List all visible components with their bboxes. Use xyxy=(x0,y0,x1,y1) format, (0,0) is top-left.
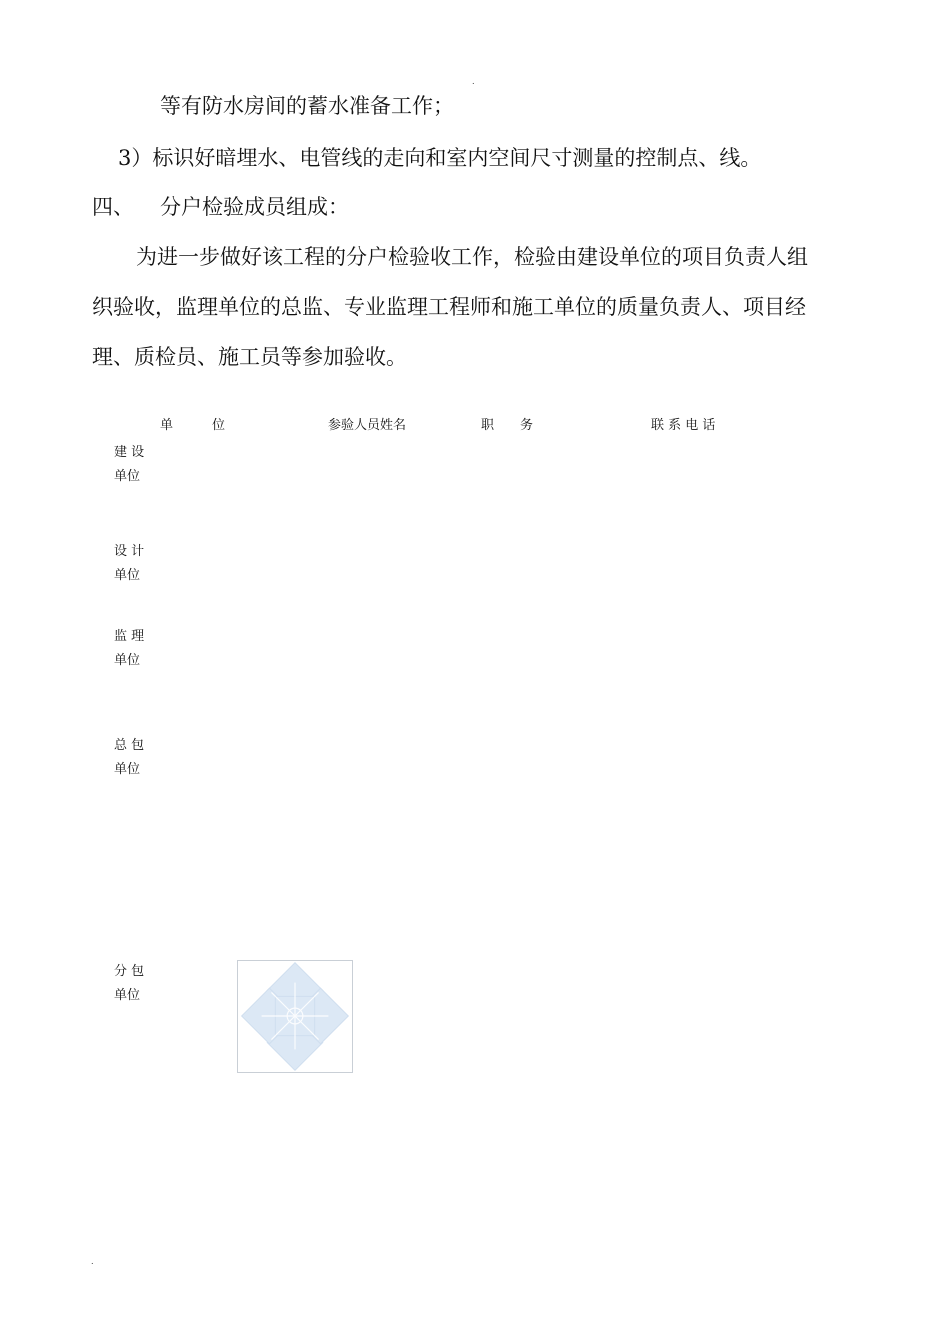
paragraph-line-2: 织验收，监理单位的总监、专业监理工程师和施工单位的质量负责人、项目经 xyxy=(92,295,806,319)
unit-label-line1: 建 设 xyxy=(114,445,145,460)
section-title: 分户检验成员组成： xyxy=(160,195,349,219)
table-header-position: 职 务 xyxy=(481,418,534,433)
unit-label-line2: 单位 xyxy=(114,988,141,1003)
table-header-name: 参验人员姓名 xyxy=(328,418,407,433)
unit-supervision xyxy=(114,625,174,673)
unit-general-contractor xyxy=(114,734,174,782)
table-header-phone: 联 系 电 话 xyxy=(651,418,716,433)
unit-label-line1: 总 包 xyxy=(114,738,145,753)
unit-label-line2: 单位 xyxy=(114,762,141,777)
unit-design xyxy=(114,540,174,588)
unit-label-line1: 监 理 xyxy=(114,629,145,644)
unit-subcontractor xyxy=(114,960,174,1008)
unit-label-line1: 分 包 xyxy=(114,964,145,979)
page-mark-bottom: . xyxy=(91,1257,94,1266)
unit-construction xyxy=(114,441,174,489)
table-header-unit: 单 位 xyxy=(160,418,226,433)
flower-logo-watermark-icon xyxy=(237,960,353,1073)
unit-label-line2: 单位 xyxy=(114,653,141,668)
page-mark-top: . xyxy=(472,77,475,86)
unit-label-line2: 单位 xyxy=(114,568,141,583)
body-line-1: 等有防水房间的蓄水准备工作； xyxy=(160,94,454,118)
body-line-2: 3）标识好暗埋水、电管线的走向和室内空间尺寸测量的控制点、线。 xyxy=(118,146,762,170)
unit-label-line2: 单位 xyxy=(114,469,141,484)
unit-label-line1: 设 计 xyxy=(114,544,145,559)
paragraph-line-1: 为进一步做好该工程的分户检验收工作，检验由建设单位的项目负责人组 xyxy=(136,245,808,269)
paragraph-line-3: 理、质检员、施工员等参加验收。 xyxy=(92,345,407,369)
section-number: 四、 xyxy=(92,195,134,219)
